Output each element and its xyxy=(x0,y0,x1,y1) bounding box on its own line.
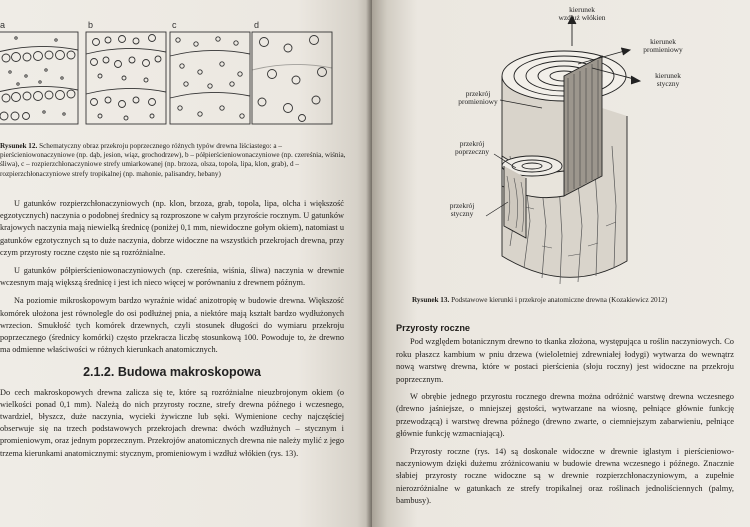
section-heading: 2.1.2. Budowa makroskopowa xyxy=(83,365,261,380)
label-radial-section: przekrój promieniowy xyxy=(458,89,498,107)
left-page-body xyxy=(0,198,344,466)
panel-frame-c xyxy=(170,32,250,124)
paragraph-ring-visibility: Przyrosty roczne (rys. 14) są doskonale widoczne w drewnie iglastym i pierścieniowo-naczyniowym dzięki dużemu zróżnicowaniu w budowie drewna wczesnego i późnego. Znacznie słabiej przyrosty roczne widoczne są w drewnie rozpierzchłonaczyniowym, a zupełnie nierozróżnialne w gatunkach ze strefy tropikalnej oraz roślinach jednoliściennych (palmy, bambusy). xyxy=(396,446,734,506)
panel-letter-b: b xyxy=(88,20,94,30)
panel-letter-d: d xyxy=(254,20,260,30)
label-tangential-section: przekrój styczny xyxy=(449,201,475,219)
figure-13-caption-text: Podstawowe kierunki i przekroje anatomiczne drewna (Kozakiewicz 2012) xyxy=(451,296,668,304)
right-page xyxy=(372,0,750,527)
figure-12-caption-label: Rysunek 12. xyxy=(0,142,38,150)
figure-12-panels xyxy=(0,20,346,125)
figure-13 xyxy=(392,6,732,291)
label-radial-direction: kierunek promieniowy xyxy=(643,37,683,55)
panel-letter-a: a xyxy=(0,20,6,30)
panel-letter-c: c xyxy=(172,20,177,30)
paragraph-early-late-wood: W obrębie jednego przyrostu rocznego drewna można odróżnić warstwę drewna wczesnego (drewno jaśniejsze, o mniejszej gęstości, wytwarzane na wiosnę, pełniące głównie funkcję przewodzącą) i warstwę drewna późnego (drewno zwarte, o ciemniejszym zabarwieniu, pełniące głównie funkcję wzmacniającą). xyxy=(396,392,734,439)
paragraph-anisotropy: Na poziomie mikroskopowym bardzo wyraźnie widać anizotropię w budowie drewna. Większość komórek ułożona jest równolegle do osi podłużnej pnia, a niektóre mają kształt bardzo wydłużonych wrzecion. Smukłość tych komórek drzewnych, czyli stosunek długości do wymiaru przekroju poprzecznego (średnicy komórki) często przekracza liczbę stosunkową 100. Powoduje to, że drewno ma odmienne właściwości w różnych kierunkach anatomicznych. xyxy=(0,296,344,355)
figure-13-caption xyxy=(412,296,732,305)
radial-section xyxy=(564,56,602,196)
left-page xyxy=(0,0,372,527)
subheading-annual-rings: Przyrosty roczne xyxy=(396,323,471,333)
panel-frame-a xyxy=(0,32,78,124)
wood-cross-section-schematics xyxy=(0,30,346,135)
figure-13-caption-label: Rysunek 13. xyxy=(412,296,450,304)
figure-12-caption xyxy=(0,142,348,179)
label-fiber-direction: kierunek wzdłuż włókien xyxy=(558,5,606,23)
label-cross-section: przekrój poprzeczny xyxy=(454,139,490,157)
label-tangential-direction: kierunek styczny xyxy=(655,71,681,89)
paragraph-cambium: Pod względem botanicznym drewno to tkanka złożona, występująca u roślin naczyniowych. Co roku płaszcz kambium w pniu drzewa (wieloletniej zdrewniałej łodygi) wytwarza do wewnątrz nową warstwę drewna, które w postaci pierścienia (słoju roczny) jest widoczne na przekroju poprzecznym. xyxy=(396,337,734,384)
right-page-body xyxy=(396,322,734,513)
figure-12-caption-text: Schematyczny obraz przekroju poprzecznego różnych typów drewna liściastego: a – pierścieniowonaczyniowe (np. dąb, jesion, wiąz, grochodrzew), b – półpierścieniowonaczyniowe (np. czereśnia, wiśnia, śliwa), c – rozpierzchłonaczyniowe strefy umiarkowanej (np. brzoza, olsza, topola, lipa, klon, grab), d – rozpierzchłonaczyniowe strefy tropikalnej (np. mahonie, palisandry, hebany) xyxy=(0,142,346,178)
paragraph-macroscopic: Do cech makroskopowych drewna zalicza się te, które są rozróżnialne nieuzbrojonym okiem (o wielkości ponad 0,1 mm). Należą do nich przyrosty roczne, strefy drewna późnego i wczesnego, twardziel, błyszcz, duże naczynia, wycieki żywiczne lub sęki. Wymienione cechy najczęściej obserwuje się na trzech podstawowych przekrojach drewna: dwóch wzdłużnych – stycznym i promieniowym, oraz jednym poprzecznym. Przekrojów anatomicznych drewna nie należy mylić z jego trzema kierunkami anatomicznymi: stycznym, promieniowym i wzdłuż włókien (rys. 13). xyxy=(0,387,344,458)
paragraph-diffuse-porous: U gatunków rozpierzchłonaczyniowych (np. klon, brzoza, grab, topola, lipa, olcha i większość egzotycznych) naczynia o podobnej średnicy są rozproszone w całym przyroście rocznym. U gatunków krajowych naczynia mają niewielką średnicę (poniżej 0,1 mm, niewidoczne gołym okiem), natomiast u gatunków egzotycznych są to duże naczynia, dobrze widoczne na wszystkich przekrojach drewna, przy czym przyrosty roczne często nie są rozróżnialne. xyxy=(0,199,344,257)
paragraph-semi-ring-porous: U gatunków półpierścieniowonaczyniowych (np. czereśnia, wiśnia, śliwa) naczynia w drewnie wczesnym mają większą średnicę i jest ich nieco więcej w porównaniu z drewnem późnym. xyxy=(0,266,344,288)
